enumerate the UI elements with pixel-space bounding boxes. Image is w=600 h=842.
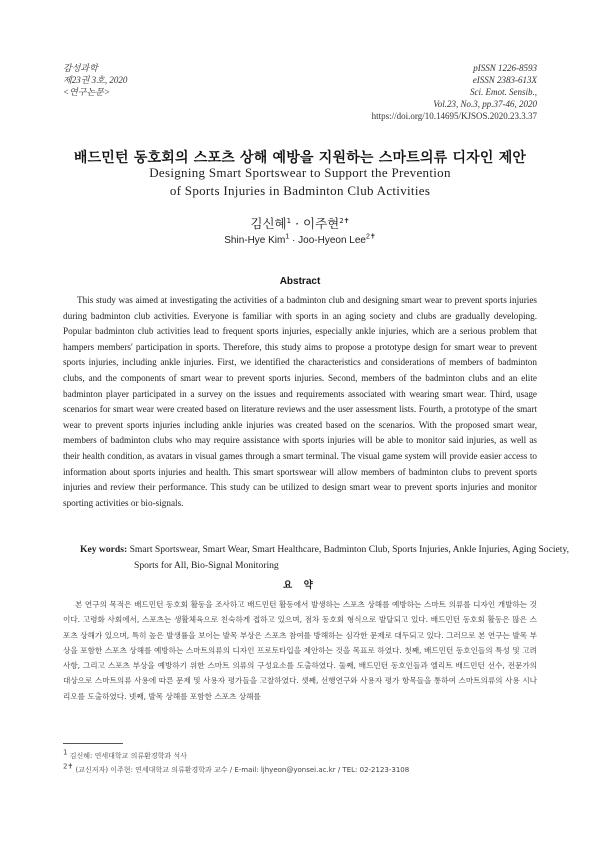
pissn: pISSN 1226-8593	[473, 63, 537, 73]
journal-name: 감성과학	[63, 63, 98, 73]
author1-en-mark: 1	[285, 233, 290, 241]
journal-header-right	[372, 62, 537, 122]
volume-issue: 제23권 3호, 2020	[63, 75, 128, 85]
footnote-1-mark: 1	[63, 748, 68, 757]
doi-link[interactable]: https://doi.org/10.14695/KJSOS.2020.23.3.37	[371, 111, 537, 121]
author-separator-en: ·	[289, 235, 299, 246]
author-separator: ·	[291, 216, 304, 231]
author1-en: Shin-Hye Kim	[224, 235, 286, 246]
english-title-line1: Designing Smart Sportswear to Support the Prevention	[149, 165, 451, 180]
volume-pages: Vol.23, No.3, pp.37-46, 2020	[433, 99, 537, 109]
english-authors	[0, 235, 600, 246]
footnote-2-text: (교신저자) 이주현: 연세대학교 의류환경학과 교수 / E-mail: ljhyeon@yonsei.ac.kr / TEL: 02-2123-3108	[73, 766, 410, 774]
abstract-text: This study was aimed at investigating the activities of a badminton club and designing smart wear to prevent sports injuries during badminton club activities. Everyone is familiar with sports in an aging society and clubs are gradually developing. Popular badminton club activities lead to frequent sports injuries, especially ankle injuries, which are a serious problem that hampers members' participation in sports. Therefore, this study aims to propose a prototype design for smart wear to prevent sports injuries, including ankle injuries. First, we identified the characteristics and considerations of members of badminton clubs, and the components of smart wear to prevent sports injuries. Second, members of the badminton clubs and an elite badminton player participated in a survey on the issues and requirements associated with wearing smart wear. Third, usage scenarios for smart wear were created based on literature reviews and the user assessment lists. Fourth, a prototype of the smart wear to prevent sports injuries including ankle injuries was created based on the scenarios. With the proposed smart wear, members of badminton clubs who may require assistance with sports injuries will be able to monitor said injuries, as well as their health condition, as avatars in visual games through a smart terminal. The visual game system will provide easier access to information about sports injuries and health. This smart sportswear will allow members of badminton clubs to prevent sports injuries and review their performance. This study can be utilized to design smart wear to prevent sports injuries and monitor sporting activities or bio-signals.	[63, 295, 537, 508]
eissn: eISSN 2383-613X	[472, 75, 537, 85]
author2-ko-mark: 2✝	[339, 216, 350, 225]
keywords	[80, 542, 594, 574]
english-title	[0, 164, 600, 200]
author2-ko: 이주현	[303, 216, 340, 231]
footnote-1-text: 김신혜: 연세대학교 의류환경학과 석사	[67, 752, 187, 760]
footnote-1	[63, 748, 187, 761]
keywords-label: Key words:	[80, 544, 128, 555]
korean-abstract-heading: 요 약	[283, 580, 317, 591]
korean-abstract-text: 본 연구의 목적은 배드민턴 동호회 활동을 조사하고 배드민턴 활동에서 발생하는 스포츠 상해를 예방하는 스마트 의류를 디자인 개발하는 것이다. 고령화 사회에서, 스포츠는 생활체육으로 친숙하게 접하고 있으며, 점차 동호회 형식으로 발달되고 있다. 배드민턴 동호회 활동은 많은 스포츠 상해가 있으며, 특히 높은 발생률을 보이는 발목 부상은 스포츠 참여를 방해하는 심각한 문제로 대두되고 있다. 그러므로 본 연구는 발목 부상을 포함한 스포츠 상해를 예방하는 스마트의류의 디자인 프로토타입을 제안하는 것을 목표로 하였다. 첫째, 배드민턴 동호인들의 특성 및 고려사항, 그리고 스포츠 부상을 예방하기 위한 스마트 의류의 구성요소를 도출하였다. 둘째, 배드민턴 동호인들과 엘리트 배드민턴 선수, 전문가의 대상으로 스마트의류 사용에 따른 문제 및 사용자 평가들을 고찰하였다. 셋째, 선행연구와 사용자 평가 항목들을 통하여 스마트의류의 사용 시나리오를 도출하였다. 넷째, 발목 상해를 포함한 스포츠 상해를	[63, 600, 537, 701]
author1-ko-mark: 1	[286, 216, 292, 225]
footnote-divider	[63, 743, 123, 744]
author2-en: Joo-Hyeon Lee	[298, 235, 366, 246]
footnote-2	[63, 762, 410, 775]
author2-en-mark: 2✝	[366, 233, 376, 241]
footnote-2-mark: 2✝	[63, 762, 74, 771]
english-title-line2: of Sports Injuries in Badminton Club Activities	[169, 183, 431, 198]
korean-authors	[0, 214, 600, 232]
abstract-heading: Abstract	[279, 276, 321, 287]
journal-abbrev: Sci. Emot. Sensib.,	[470, 87, 537, 97]
article-type: <연구논문>	[63, 87, 110, 97]
korean-title: 배드민턴 동호회의 스포츠 상해 예방을 지원하는 스마트의류 디자인 제안	[73, 150, 527, 166]
author1-ko: 김신혜	[250, 216, 287, 231]
journal-header-left	[63, 62, 127, 98]
keywords-text: Smart Sportswear, Smart Wear, Smart Healthcare, Badminton Club, Sports Injuries, Ankle Injuries, Aging Society, Sports for All, Bio-Signal Monitoring	[129, 544, 570, 571]
